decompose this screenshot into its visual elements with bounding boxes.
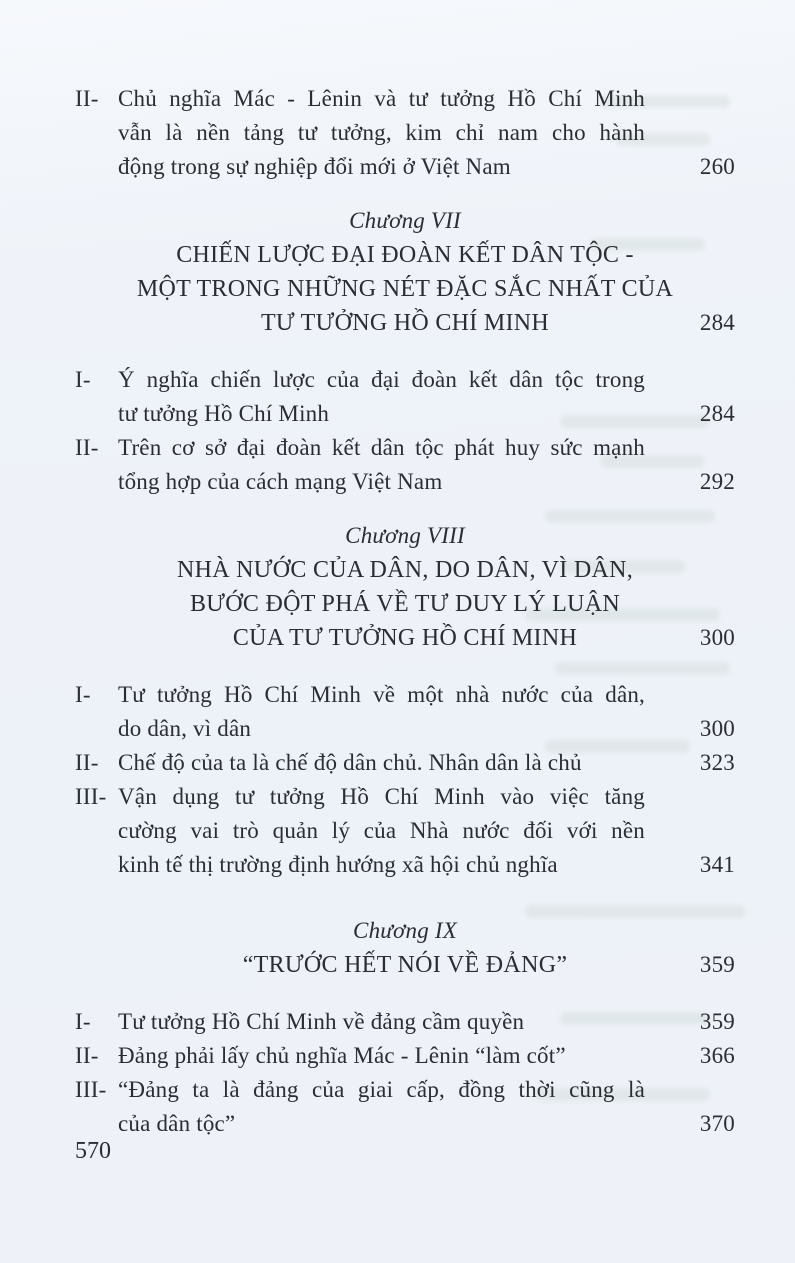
entry-numeral: III- bbox=[75, 1077, 107, 1102]
entry-text-line: vẫn là nền tảng tư tưởng, kim chỉ nam cho hành bbox=[118, 120, 645, 145]
toc-entry bbox=[75, 1073, 735, 1141]
entry-text bbox=[118, 746, 645, 780]
chapter-page-number: 359 bbox=[699, 952, 735, 977]
entry-text-line: “Đảng ta là đảng của giai cấp, đồng thời cũng là bbox=[118, 1077, 645, 1102]
entry-text-line: cường vai trò quản lý của Nhà nước đối với nền bbox=[118, 818, 645, 843]
chapter-heading-block bbox=[75, 914, 735, 982]
toc-entry bbox=[75, 678, 735, 746]
page-number: 570 bbox=[75, 1138, 111, 1164]
entry-text-line: Chủ nghĩa Mác - Lênin và tư tưởng Hồ Chí Minh bbox=[118, 86, 645, 111]
entry-numeral: II- bbox=[75, 750, 99, 775]
entry-page-number: 370 bbox=[699, 1111, 735, 1136]
toc-entry bbox=[75, 1005, 735, 1039]
entry-numeral: I- bbox=[75, 682, 91, 707]
entry-numeral: I- bbox=[75, 367, 91, 392]
entry-text-line: của dân tộc” bbox=[118, 1111, 236, 1136]
chapter-page-number: 284 bbox=[699, 310, 735, 335]
chapter-title-line: BƯỚC ĐỘT PHÁ VỀ TƯ DUY LÝ LUẬN bbox=[189, 591, 621, 617]
entry-page-number: 292 bbox=[699, 469, 735, 494]
entry-text-line: Chế độ của ta là chế độ dân chủ. Nhân dân là chủ bbox=[118, 750, 582, 775]
entry-text-line: tư tưởng Hồ Chí Minh bbox=[118, 401, 330, 426]
chapter-title-line: CHIẾN LƯỢC ĐẠI ĐOÀN KẾT DÂN TỘC - bbox=[176, 242, 634, 268]
entry-text-line: động trong sự nghiệp đổi mới ở Việt Nam bbox=[118, 154, 511, 179]
entry-page-number: 359 bbox=[699, 1009, 735, 1034]
entry-text-line: Ý nghĩa chiến lược của đại đoàn kết dân tộc trong bbox=[118, 367, 645, 392]
chapter-title-line: “TRƯỚC HẾT NÓI VỀ ĐẢNG” bbox=[242, 952, 568, 978]
entry-numeral: II- bbox=[75, 435, 99, 460]
entry-text bbox=[118, 1039, 645, 1073]
chapter-title-line: MỘT TRONG NHỮNG NÉT ĐẶC SẮC NHẤT CỦA bbox=[136, 276, 674, 302]
entry-text-line: Đảng phải lấy chủ nghĩa Mác - Lênin “làm cốt” bbox=[118, 1043, 566, 1068]
entry-page-number: 366 bbox=[699, 1043, 735, 1068]
entry-text bbox=[118, 780, 645, 882]
entry-numeral: II- bbox=[75, 86, 99, 111]
entry-page-number: 284 bbox=[699, 401, 735, 426]
chapter-title-line: TƯ TƯỞNG HỒ CHÍ MINH bbox=[260, 310, 550, 336]
entry-numeral: III- bbox=[75, 784, 107, 809]
entry-text bbox=[118, 1005, 645, 1039]
toc-entry bbox=[75, 82, 735, 184]
toc-entry bbox=[75, 1039, 735, 1073]
entry-text-line: Vận dụng tư tưởng Hồ Chí Minh vào việc tăng bbox=[118, 784, 645, 809]
entry-text-line: kinh tế thị trường định hướng xã hội chủ nghĩa bbox=[118, 852, 558, 877]
entry-page-number: 323 bbox=[699, 750, 735, 775]
chapter-title-line: CỦA TƯ TƯỞNG HỒ CHÍ MINH bbox=[232, 625, 578, 651]
entry-page-number: 341 bbox=[699, 852, 735, 877]
entry-text-line: tổng hợp của cách mạng Việt Nam bbox=[118, 469, 443, 494]
chapter-label: Chương IX bbox=[353, 918, 457, 943]
entry-text-line: do dân, vì dân bbox=[118, 716, 252, 741]
entry-text bbox=[118, 1073, 645, 1141]
entry-text-line: Tư tưởng Hồ Chí Minh về một nhà nước của dân, bbox=[118, 682, 645, 707]
chapter-heading-block bbox=[75, 204, 735, 340]
entry-text bbox=[118, 678, 645, 746]
entry-page-number: 260 bbox=[699, 154, 735, 179]
toc-entry bbox=[75, 780, 735, 882]
toc-entry bbox=[75, 363, 735, 431]
chapter-title-line: NHÀ NƯỚC CỦA DÂN, DO DÂN, VÌ DÂN, bbox=[176, 557, 634, 583]
entry-numeral: II- bbox=[75, 1043, 99, 1068]
chapter-page-number: 300 bbox=[699, 625, 735, 650]
table-of-contents bbox=[75, 82, 735, 1141]
entry-numeral: I- bbox=[75, 1009, 91, 1034]
entry-page-number: 300 bbox=[699, 716, 735, 741]
toc-entry bbox=[75, 746, 735, 780]
entry-text bbox=[118, 363, 645, 431]
chapter-heading-block bbox=[75, 519, 735, 655]
chapter-label: Chương VIII bbox=[345, 523, 465, 548]
entry-text-line: Trên cơ sở đại đoàn kết dân tộc phát huy sức mạnh bbox=[118, 435, 645, 460]
entry-text bbox=[118, 431, 645, 499]
entry-text bbox=[118, 82, 645, 184]
toc-entry bbox=[75, 431, 735, 499]
entry-text-line: Tư tưởng Hồ Chí Minh về đảng cầm quyền bbox=[118, 1009, 525, 1034]
chapter-label: Chương VII bbox=[349, 208, 461, 233]
